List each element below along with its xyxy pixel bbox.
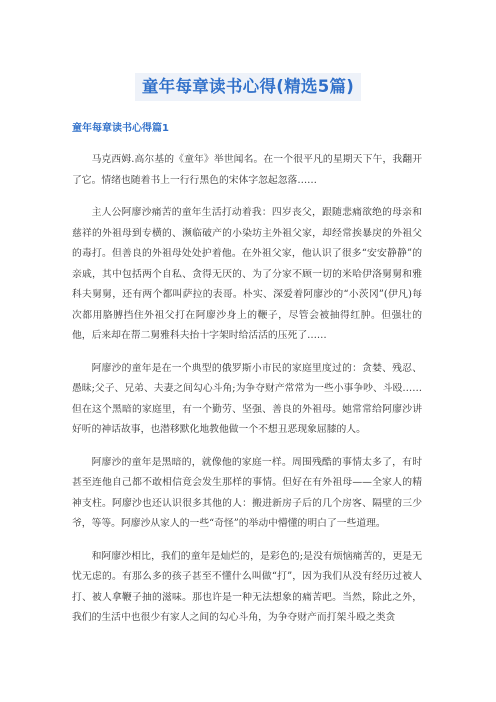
paragraph-3: 阿廖沙的童年是在一个典型的俄罗斯小市民的家庭里度过的：贪婪、残忍、愚昧;父子、兄弟、夫妻之间勾心斗角;为争夺财产常常为一些小事争吵、斗殴……但在这个黑暗的家庭里，有一个勤劳、坚强、善良的外祖母。她常常给阿廖沙讲好听的神话故事，也潜移默化地教他做一个不想丑恶现象屈膝的人。 <box>72 362 422 435</box>
paragraph-4: 阿廖沙的童年是黑暗的，就像他的家庭一样。周围残酷的事情太多了，有时甚至连他自己都不敢相信竟会发生那样的事情。但好在有外祖母——全家人的精神支柱。阿廖沙也还认识很多其他的人：搬进新房子后的几个房客、隔壁的三少爷，等等。阿廖沙从家人的一些“奇怪”的举动中懵懂的明白了一些道理。 <box>72 456 422 529</box>
document-body <box>72 150 422 641</box>
section-heading: 童年每章读书心得篇1 <box>72 123 169 134</box>
document-title: 童年每章读书心得(精选5篇) <box>135 73 361 101</box>
title-wrap <box>0 73 496 101</box>
paragraph-2: 主人公阿廖沙痛苦的童年生活打动着我：四岁丧父，跟随悲痛欲绝的母亲和慈祥的外祖母到专横的、濒临破产的小染坊主外祖父家，却经常挨暴戾的外祖父的毒打。但善良的外祖母处处护着他。在外祖父家，他认识了很多“安安静静”的亲戚，其中包括两个自私、贪得无厌的、为了分家不顾一切的米哈伊洛舅舅和雅科夫舅舅，还有两个都叫萨拉的表哥。朴实、深爱着阿廖沙的“小茨冈”(伊凡)每次都用胳膊挡住外祖父打在阿廖沙身上的鞭子，尽管会被抽得红肿。但强壮的他，后来却在帮二舅雅科夫抬十字架时给活活的压死了…… <box>72 207 422 341</box>
paragraph-5: 和阿廖沙相比，我们的童年是灿烂的，是彩色的;是没有烦恼痛苦的，更是无忧无虑的。有那么多的孩子甚至不懂什么叫做“打”，因为我们从没有经历过被人打、被人拿鞭子抽的滋味。那也许是一种无法想象的痛苦吧。当然，除此之外，我们的生活中也很少有家人之间的勾心斗角，为争夺财产而打架斗殴之类贪 <box>72 550 422 623</box>
paragraph-1: 马克西姆.高尔基的《童年》举世闻名。在一个很平凡的星期天下午，我翻开了它。情绪也随着书上一行行黑色的宋体字忽起忽落…… <box>72 154 422 186</box>
